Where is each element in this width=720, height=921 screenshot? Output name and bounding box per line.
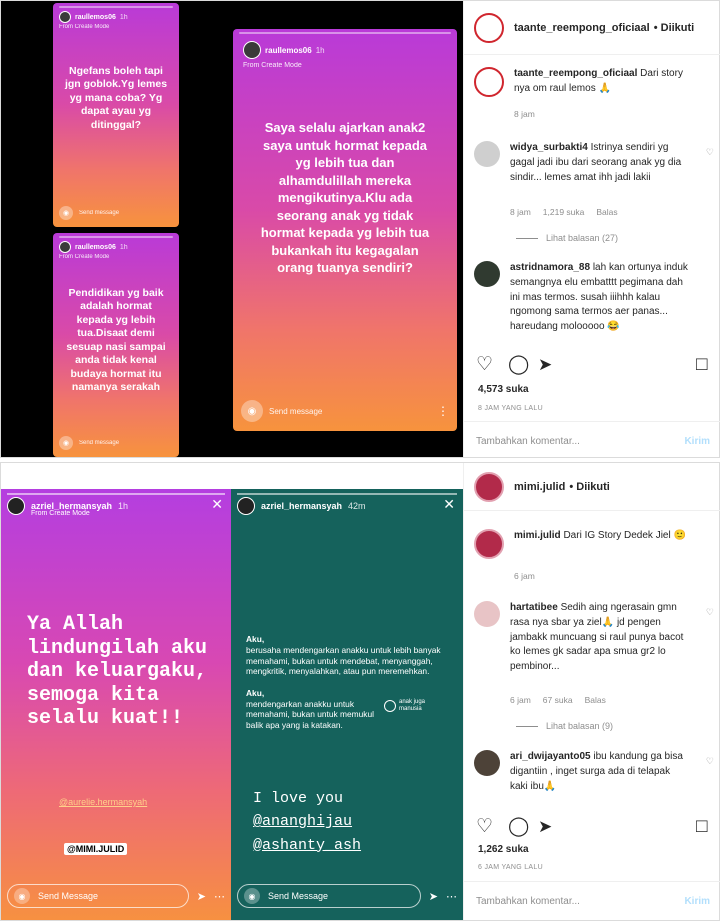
heart-icon[interactable]: ♡ xyxy=(705,607,714,617)
comment-text xyxy=(510,601,690,675)
story-footer xyxy=(7,884,225,908)
post-username[interactable]: taante_reempong_oficiaal xyxy=(514,21,650,34)
post-username[interactable]: mimi.julid xyxy=(514,480,566,493)
story-text: Ya Allah lindungilah aku dan keluargaku, semoga kita selalu kuat!! xyxy=(27,613,208,731)
comment-input[interactable] xyxy=(476,896,684,907)
send-icon[interactable]: ➤ xyxy=(196,890,206,903)
share-icon[interactable]: ➤ xyxy=(538,817,553,836)
story-time: 1h xyxy=(119,243,128,251)
post-2 xyxy=(0,462,720,921)
comment-text xyxy=(510,261,690,335)
story-progress-bar xyxy=(59,236,173,238)
comment-icon[interactable]: ◯ xyxy=(508,354,530,375)
camera-icon: ◉ xyxy=(59,206,73,220)
avatar xyxy=(59,241,71,253)
story-mode: From Create Mode xyxy=(31,510,90,517)
story-text: Pendidikan yg baik adalah hormat kepada yg lebih tua.Disaat demi sesuap nasi sampai anda tidak kenal budaya hormat itu namanya serakah xyxy=(66,287,166,394)
story-card xyxy=(231,489,463,920)
divider xyxy=(516,726,538,727)
story-header xyxy=(59,241,128,253)
quote-body: berusaha mendengarkan anakku untuk lebih banyak memahami, bukan untuk mendebat, menyanggah, mengkritik, menyalahkan, atau pun meremehkan. xyxy=(246,644,441,677)
avatar[interactable] xyxy=(474,67,504,97)
follow-status[interactable]: • Diikuti xyxy=(569,480,610,493)
like-count[interactable]: 1,262 suka xyxy=(478,844,529,855)
send-message-field[interactable] xyxy=(7,884,189,908)
post-1-panel xyxy=(463,1,720,457)
send-icon[interactable]: ➤ xyxy=(428,890,438,903)
story-time: 42m xyxy=(348,501,366,511)
post-1 xyxy=(0,0,720,458)
close-icon[interactable]: ✕ xyxy=(211,496,223,512)
send-message-label: Send Message xyxy=(268,891,329,901)
story-quote xyxy=(246,634,451,731)
share-icon[interactable]: ➤ xyxy=(538,355,553,374)
post-caption xyxy=(474,529,714,581)
mention-sticker: @ananghijau xyxy=(253,813,353,831)
avatar[interactable] xyxy=(474,261,500,287)
heart-icon[interactable]: ♡ xyxy=(476,354,494,375)
story-time: 1h xyxy=(315,45,325,55)
comment-text xyxy=(510,750,690,794)
heart-icon[interactable]: ♡ xyxy=(476,816,494,837)
avatar xyxy=(237,497,255,515)
story-username: azriel_hermansyah xyxy=(31,501,113,511)
follow-status[interactable]: • Diikuti xyxy=(653,21,695,34)
story-footer xyxy=(59,435,173,451)
story-progress-bar xyxy=(239,32,451,34)
caption-body: Dari IG Story Dedek Jiel 🙂 xyxy=(563,530,686,541)
story-mode: From Create Mode xyxy=(243,62,302,69)
caption-username[interactable]: taante_reempong_oficiaal xyxy=(514,68,638,79)
story-username: raullemos06 xyxy=(75,13,116,21)
view-replies[interactable] xyxy=(516,721,613,731)
post-comment-button[interactable]: Kirim xyxy=(684,436,710,447)
story-card xyxy=(233,29,457,431)
logo-label: anak juga manusia xyxy=(399,699,426,712)
avatar xyxy=(59,11,71,23)
story-username: azriel_hermansyah xyxy=(261,501,343,511)
comment-text xyxy=(510,141,690,185)
comment-body: Istrinya sendiri yg gagal jadi ibu dari seorang anak yg dia sindir... lemes amat ihh jadi lakii xyxy=(510,142,682,183)
post-1-media[interactable] xyxy=(1,1,463,457)
story-progress-bar xyxy=(59,6,173,8)
comment-likes[interactable]: 1,219 suka xyxy=(542,207,585,217)
story-progress-bar xyxy=(7,493,225,495)
post-age: 8 JAM YANG LALU xyxy=(478,405,543,412)
caption-meta xyxy=(514,571,535,581)
caption-username[interactable]: mimi.julid xyxy=(514,530,561,541)
post-2-panel xyxy=(463,463,720,920)
comment-username[interactable]: hartatibee xyxy=(510,602,558,613)
comment-username[interactable]: widya_surbakti4 xyxy=(510,142,588,153)
mention-sticker: @MIMI.JULID xyxy=(64,843,127,855)
love-text: I love you xyxy=(253,790,344,807)
view-replies-label[interactable]: Lihat balasan (27) xyxy=(546,233,619,243)
story-mode: From Create Mode xyxy=(59,24,110,30)
comment-time: 8 jam xyxy=(510,207,531,217)
comment-body: lah kan ortunya induk semangnya elu embatttt pegimana dah ini mas termos. susah iiihhh kalau ngomong sama termos aer panas... hareudang molooooo 😂 xyxy=(510,262,688,333)
quote-body: mendengarkan anakku untuk memahami, bukan untuk memukul balik apa yang ia katakan. xyxy=(246,698,375,730)
mention-sticker: @ashanty_ash xyxy=(253,836,362,854)
story-username: raullemos06 xyxy=(265,45,312,55)
send-message-field[interactable] xyxy=(237,884,421,908)
story-text: Saya selalu ajarkan anak2 saya untuk hormat kepada yg lebih tua dan alhamdulillah mereka mengikutinya.Klu ada seorang anak yg tidak hormat kepada yg lebih tua bukankah itu kegagalan orang tuanya sendiri? xyxy=(260,120,430,276)
comment-username[interactable]: ari_dwijayanto05 xyxy=(510,751,591,762)
story-header xyxy=(237,497,366,515)
more-icon[interactable]: ⋯ xyxy=(446,890,457,903)
caption-time: 8 jam xyxy=(514,109,535,119)
camera-icon: ◉ xyxy=(59,436,73,450)
caption-meta xyxy=(514,109,535,119)
story-username: raullemos06 xyxy=(75,243,116,251)
avatar[interactable] xyxy=(474,472,504,502)
story-time: 1h xyxy=(119,13,128,21)
story-header xyxy=(243,41,325,59)
comment-input[interactable] xyxy=(476,436,684,447)
comment-username[interactable]: astridnamora_88 xyxy=(510,262,591,273)
caption-text xyxy=(514,67,694,97)
send-message-field: Send message xyxy=(79,440,120,446)
view-replies[interactable] xyxy=(516,233,618,243)
reply-button[interactable]: Balas xyxy=(596,207,618,217)
reply-button[interactable]: Balas xyxy=(584,695,606,705)
comment-time: 6 jam xyxy=(510,695,531,705)
comment-body: Sedih aing ngerasain gmn rasa nya sbar ya ziel🙏 jd pengen jambakk muncuang si raul punya bacot ko lemes gk sadar apa smua gr2 lo pembinor... xyxy=(510,602,684,673)
story-footer xyxy=(237,884,457,908)
comment-icon[interactable]: ◯ xyxy=(508,816,530,837)
comment-body: ibu kandung ga bisa digantiin , inget surga ada di telapak kaki ibu🙏 xyxy=(510,751,683,792)
avatar[interactable] xyxy=(474,601,500,627)
view-replies-label[interactable]: Lihat balasan (9) xyxy=(546,721,614,731)
post-age: 6 JAM YANG LALU xyxy=(478,864,543,871)
caption-body: Dari story nya om raul lemos 🙏 xyxy=(514,68,683,94)
avatar[interactable] xyxy=(474,750,500,776)
story-card xyxy=(53,3,179,227)
comment xyxy=(474,750,714,794)
avatar xyxy=(243,41,261,59)
logo-icon xyxy=(384,700,396,712)
story-card xyxy=(1,489,231,920)
quote-title: Aku, xyxy=(246,634,265,644)
quote-logo xyxy=(384,699,439,712)
mention-sticker: @aurelie.hermansyah xyxy=(59,797,148,807)
comment-meta xyxy=(510,695,606,705)
story-text xyxy=(253,787,361,857)
quote-title: Aku, xyxy=(246,687,265,698)
send-message-field: Send message xyxy=(79,210,120,216)
story-time: 1h xyxy=(118,501,129,511)
comment xyxy=(474,141,714,217)
caption-text xyxy=(514,529,694,559)
add-comment-bar xyxy=(464,881,720,921)
heart-icon[interactable]: ♡ xyxy=(705,147,714,157)
bookmark-icon[interactable]: □ xyxy=(696,354,708,375)
caption-time: 6 jam xyxy=(514,571,535,581)
story-footer xyxy=(241,399,449,423)
avatar[interactable] xyxy=(474,13,504,43)
story-footer xyxy=(59,205,173,221)
comment-likes[interactable]: 67 suka xyxy=(542,695,573,705)
more-icon: ⋮ xyxy=(437,404,449,418)
divider xyxy=(516,238,538,239)
camera-icon[interactable]: ◉ xyxy=(244,888,260,904)
comment xyxy=(474,601,714,705)
post-comment-button[interactable]: Kirim xyxy=(684,896,710,907)
send-message-field: Send message xyxy=(269,406,323,416)
camera-icon[interactable]: ◉ xyxy=(14,888,30,904)
post-actions xyxy=(474,816,714,840)
post-caption xyxy=(474,67,714,119)
add-comment-bar xyxy=(464,421,720,461)
heart-icon[interactable]: ♡ xyxy=(705,756,714,766)
avatar xyxy=(7,497,25,515)
post-header xyxy=(464,1,720,55)
post-actions xyxy=(474,354,714,378)
avatar[interactable] xyxy=(474,141,500,167)
like-count[interactable]: 4,573 suka xyxy=(478,384,529,395)
bookmark-icon[interactable]: □ xyxy=(696,816,708,837)
camera-icon: ◉ xyxy=(241,400,263,422)
post-header xyxy=(464,463,720,511)
story-header xyxy=(59,11,128,23)
avatar[interactable] xyxy=(474,529,504,559)
story-text: Ngefans boleh tapi jgn goblok.Yg lemes yg mana coba? Yg dapat ayau yg ditinggal? xyxy=(64,65,168,131)
send-message-label: Send Message xyxy=(38,891,99,901)
comment xyxy=(474,261,714,335)
story-mode: From Create Mode xyxy=(59,254,110,260)
post-2-media[interactable] xyxy=(1,463,463,920)
more-icon[interactable]: ⋯ xyxy=(214,890,225,903)
story-card xyxy=(53,233,179,457)
story-progress-bar xyxy=(237,493,457,495)
comment-meta xyxy=(510,207,618,217)
close-icon[interactable]: ✕ xyxy=(443,496,455,512)
